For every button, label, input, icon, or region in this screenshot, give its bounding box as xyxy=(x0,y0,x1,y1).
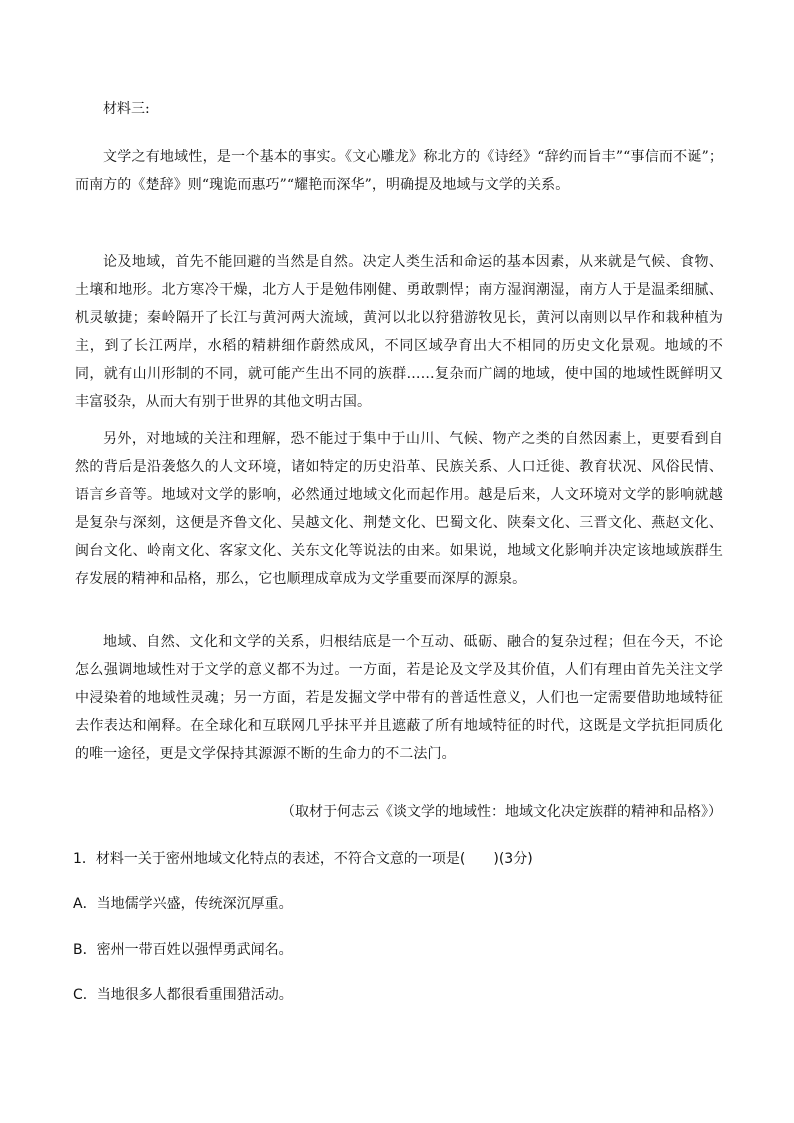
material-label: 材料三: xyxy=(103,101,150,117)
material-paragraph-2: 论及地域，首先不能回避的当然是自然。决定人类生活和命运的基本因素，从来就是气候、食物、土壤和地形。北方寒冷干燥，北方人于是勉伟刚健、勇敢剽悍；南方湿润潮湿，南方人于是温柔细腻、机灵敏捷；秦岭隔开了长江与黄河两大流域，黄河以北以狩猎游牧见长，黄河以南则以早作和栽种植为主，到了长江两岸，水稻的精耕细作蔚然成风，不同区域孕育出大不相同的历史文化景观。地域的不同，就有山川形制的不同，就可能产生出不同的族群……复杂而广阔的地域，使中国的地域性既鲜明又丰富驳杂，从而大有别于世界的其他文明古国。 xyxy=(75,254,723,410)
question-stem: 1．材料一关于密州地域文化特点的表述，不符合文意的一项是( )(3分) xyxy=(73,851,533,867)
material-paragraph-4: 地域、自然、文化和文学的关系，归根结底是一个互动、砥砺、融合的复杂过程；但在今天，不论怎么强调地域性对于文学的意义都不为过。一方面，若是论及文学及其价值，人们有理由首先关注文学中浸染着的地域性灵魂；另一方面，若是发掘文学中带有的普适性意义，人们也一定需要借助地域特征去作表达和阐释。在全球化和互联网几乎抹平并且遮蔽了所有地域特征的时代，这既是文学抗拒同质化的唯一途径，更是文学保持其源源不断的生命力的不二法门。 xyxy=(75,634,723,762)
material-paragraph-3: 另外，对地域的关注和理解，恐不能过于集中于山川、气候、物产之类的自然因素上，更要看到自然的背后是沿袭悠久的人文环境，诸如特定的历史沿革、民族关系、人口迁徙、教育状况、风俗民情、语言乡音等。地域对文学的影响，必然通过地域文化而起作用。越是后来，人文环境对文学的影响就越是复杂与深刻，这便是齐鲁文化、吴越文化、荆楚文化、巴蜀文化、陕秦文化、三晋文化、燕赵文化、闽台文化、岭南文化、客家文化、关东文化等说法的由来。如果说，地域文化影响并决定该地域族群生存发展的精神和品格，那么，它也顺理成章成为文学重要而深厚的源泉。 xyxy=(75,431,723,587)
option-c: C．当地很多人都很看重围猎活动。 xyxy=(73,987,293,1003)
option-a: A．当地儒学兴盛，传统深沉厚重。 xyxy=(73,896,293,912)
option-b: B．密州一带百姓以强悍勇武闻名。 xyxy=(73,942,293,958)
source-citation: （取材于何志云《谈文学的地域性：地域文化决定族群的精神和品格》） xyxy=(281,804,722,820)
material-paragraph-1: 文学之有地域性，是一个基本的事实。《文心雕龙》称北方的《诗经》“辞约而旨丰”“事信而不诞”；而南方的《楚辞》则“瑰诡而惠巧”“耀艳而深华”，明确提及地域与文学的关系。 xyxy=(75,149,723,193)
